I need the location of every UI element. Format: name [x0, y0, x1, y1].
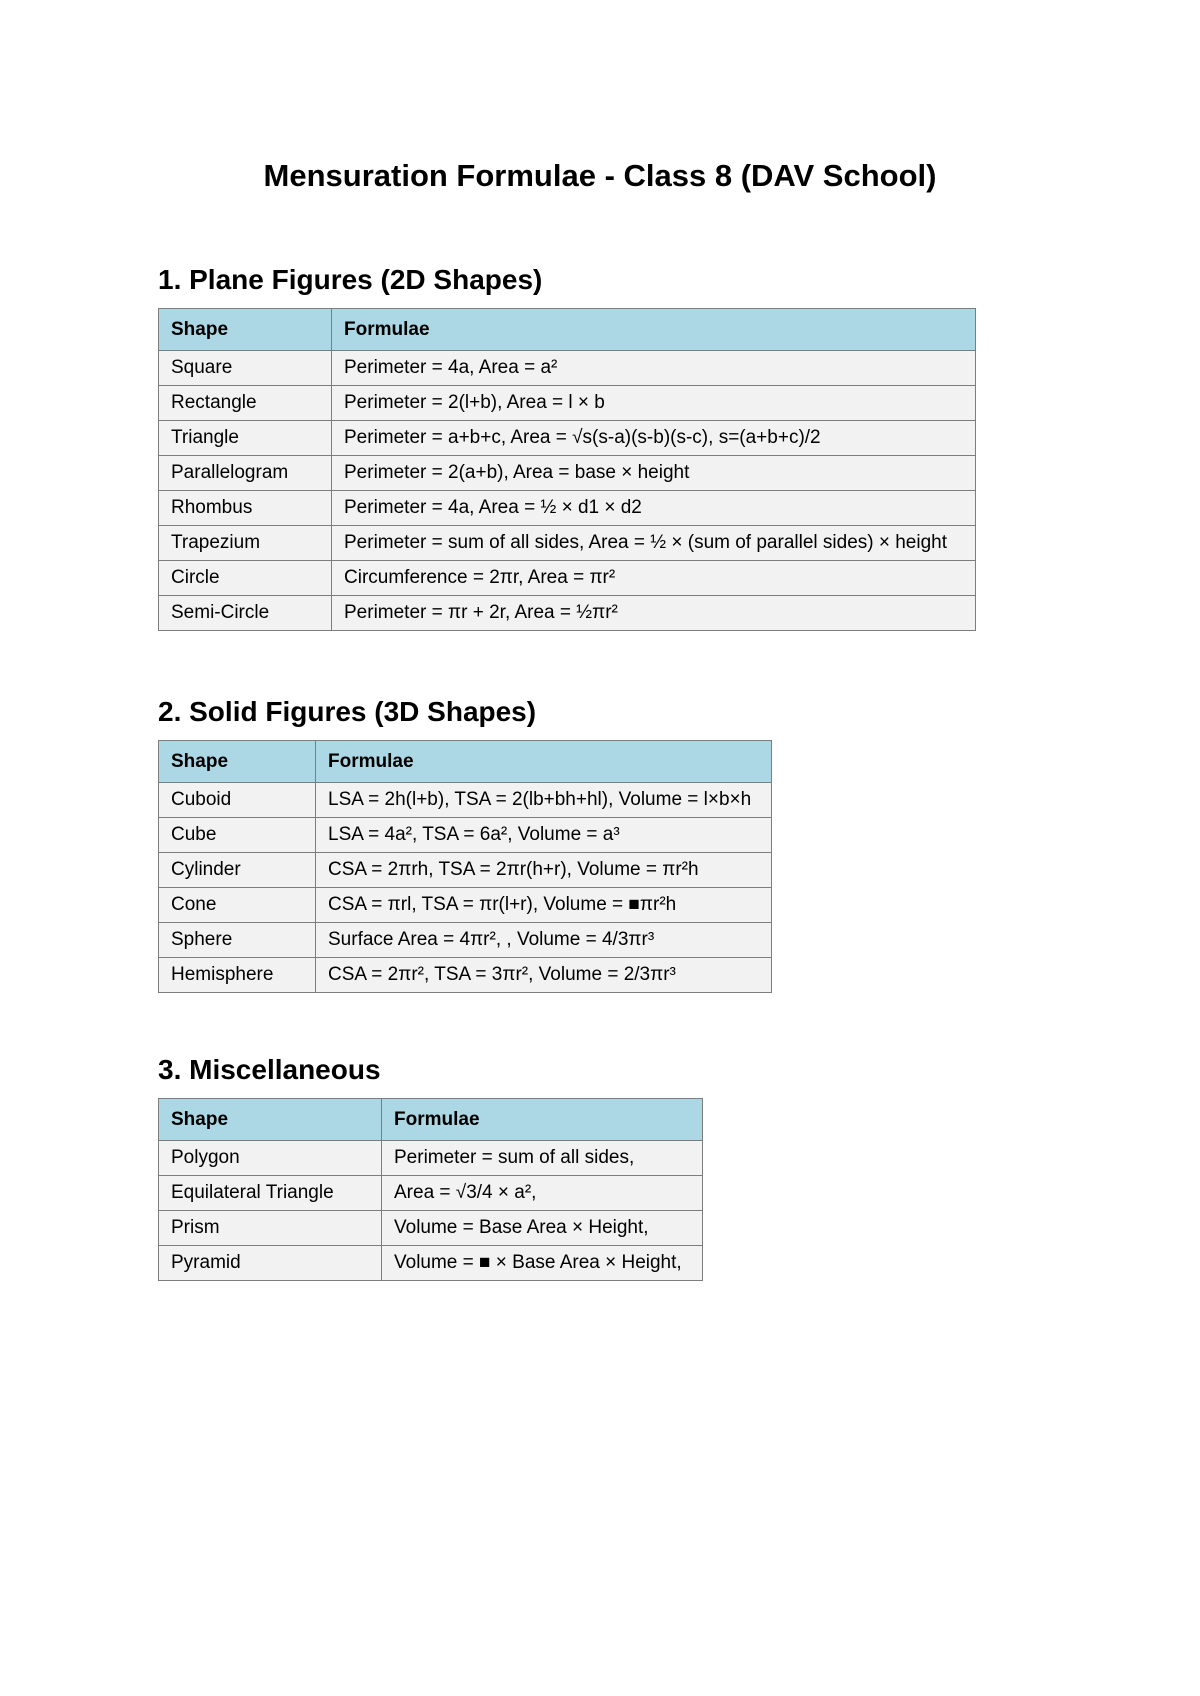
section-miscellaneous: [158, 1053, 703, 1281]
formula-cell: Circumference = 2πr, Area = πr²: [332, 561, 976, 596]
column-header-shape: Shape: [159, 309, 332, 351]
shape-cell: Square: [159, 351, 332, 386]
shape-cell: Rhombus: [159, 491, 332, 526]
table-row: [159, 853, 772, 888]
shape-cell: Semi-Circle: [159, 596, 332, 631]
formula-cell: Perimeter = sum of all sides, Area = ½ × (sum of parallel sides) × height: [332, 526, 976, 561]
shape-cell: Circle: [159, 561, 332, 596]
shape-cell: Parallelogram: [159, 456, 332, 491]
shape-cell: Cylinder: [159, 853, 316, 888]
shape-cell: Cone: [159, 888, 316, 923]
table-row: [159, 783, 772, 818]
formula-cell: Perimeter = πr + 2r, Area = ½πr²: [332, 596, 976, 631]
column-header-formulae: Formulae: [316, 741, 772, 783]
formula-cell: Area = √3/4 × a²,: [382, 1176, 703, 1211]
section-plane-figures: [158, 263, 976, 631]
formula-cell: CSA = 2πrh, TSA = 2πr(h+r), Volume = πr²h: [316, 853, 772, 888]
miscellaneous-table: [158, 1098, 703, 1281]
table-row: [159, 456, 976, 491]
column-header-formulae: Formulae: [332, 309, 976, 351]
shape-cell: Cube: [159, 818, 316, 853]
table-row: [159, 923, 772, 958]
shape-cell: Hemisphere: [159, 958, 316, 993]
section-heading: 1. Plane Figures (2D Shapes): [158, 264, 543, 295]
table-header-row: [159, 741, 772, 783]
table-row: [159, 526, 976, 561]
formula-cell: Perimeter = 2(l+b), Area = l × b: [332, 386, 976, 421]
table-row: [159, 888, 772, 923]
table-row: [159, 561, 976, 596]
table-row: [159, 958, 772, 993]
shape-cell: Triangle: [159, 421, 332, 456]
formula-cell: LSA = 2h(l+b), TSA = 2(lb+bh+hl), Volume = l×b×h: [316, 783, 772, 818]
formula-cell: Surface Area = 4πr², , Volume = 4/3πr³: [316, 923, 772, 958]
column-header-shape: Shape: [159, 1099, 382, 1141]
formula-cell: Perimeter = sum of all sides,: [382, 1141, 703, 1176]
formula-cell: Perimeter = 4a, Area = ½ × d1 × d2: [332, 491, 976, 526]
page-title: Mensuration Formulae - Class 8 (DAV School): [263, 158, 937, 193]
shape-cell: Cuboid: [159, 783, 316, 818]
table-row: [159, 386, 976, 421]
section-heading: 3. Miscellaneous: [158, 1054, 381, 1085]
formula-cell: CSA = 2πr², TSA = 3πr², Volume = 2/3πr³: [316, 958, 772, 993]
shape-cell: Sphere: [159, 923, 316, 958]
table-row: [159, 1176, 703, 1211]
formula-cell: Volume = ■ × Base Area × Height,: [382, 1246, 703, 1281]
table-row: [159, 1141, 703, 1176]
table-row: [159, 421, 976, 456]
section-heading: 2. Solid Figures (3D Shapes): [158, 696, 537, 727]
table-row: [159, 491, 976, 526]
section-solid-figures: [158, 695, 772, 993]
shape-cell: Equilateral Triangle: [159, 1176, 382, 1211]
shape-cell: Polygon: [159, 1141, 382, 1176]
formula-cell: LSA = 4a², TSA = 6a², Volume = a³: [316, 818, 772, 853]
table-row: [159, 1246, 703, 1281]
table-header-row: [159, 1099, 703, 1141]
shape-cell: Rectangle: [159, 386, 332, 421]
table-row: [159, 1211, 703, 1246]
formula-cell: Volume = Base Area × Height,: [382, 1211, 703, 1246]
table-header-row: [159, 309, 976, 351]
table-row: [159, 818, 772, 853]
table-row: [159, 351, 976, 386]
formula-cell: Perimeter = a+b+c, Area = √s(s-a)(s-b)(s-c), s=(a+b+c)/2: [332, 421, 976, 456]
shape-cell: Pyramid: [159, 1246, 382, 1281]
solid-figures-table: [158, 740, 772, 993]
formula-cell: Perimeter = 4a, Area = a²: [332, 351, 976, 386]
column-header-shape: Shape: [159, 741, 316, 783]
formula-cell: CSA = πrl, TSA = πr(l+r), Volume = ■πr²h: [316, 888, 772, 923]
table-row: [159, 596, 976, 631]
column-header-formulae: Formulae: [382, 1099, 703, 1141]
shape-cell: Trapezium: [159, 526, 332, 561]
formula-cell: Perimeter = 2(a+b), Area = base × height: [332, 456, 976, 491]
plane-figures-table: [158, 308, 976, 631]
shape-cell: Prism: [159, 1211, 382, 1246]
